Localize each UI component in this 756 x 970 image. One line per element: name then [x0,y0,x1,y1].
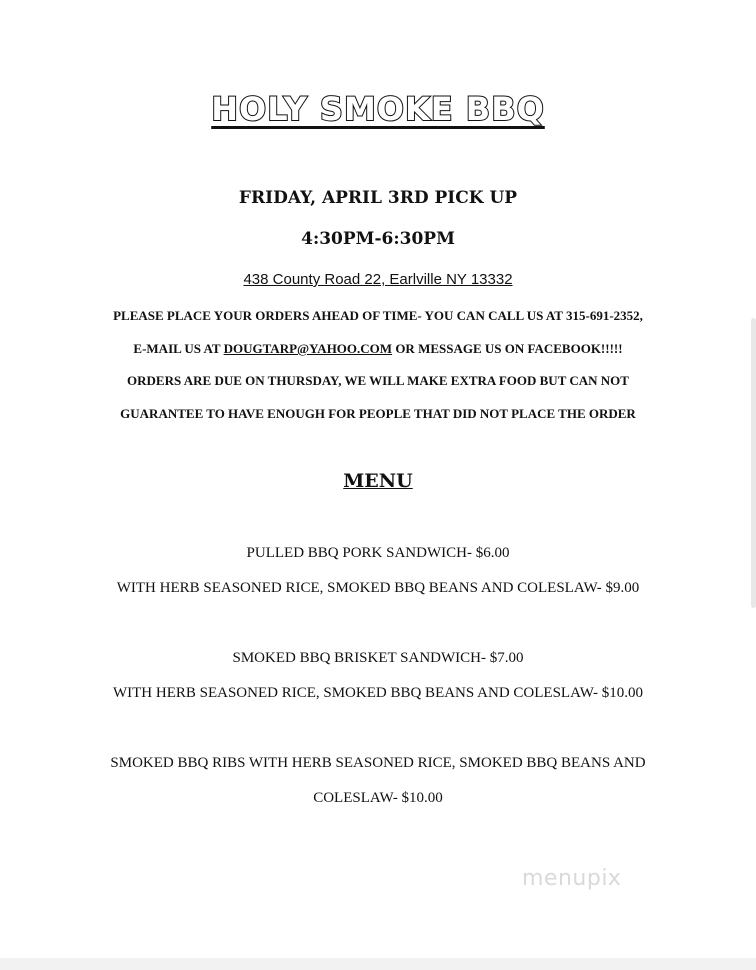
menu-item-pork: PULLED BBQ PORK SANDWICH- $6.00 [246,545,510,561]
notice-line-2-suffix: OR MESSAGE US ON FACEBOOK!!!!! [392,341,623,356]
pickup-date: FRIDAY, APRIL 3RD PICK UP [238,188,518,208]
bottom-edge [0,958,756,970]
menu-item-brisket-combo: WITH HERB SEASONED RICE, SMOKED BBQ BEANS AND COLESLAW- $10.00 [112,685,644,701]
notice-line-2 [0,341,756,357]
menu-item-ribs-line-1: SMOKED BBQ RIBS WITH HERB SEASONED RICE, SMOKED BBQ BEANS AND [110,755,646,771]
notice-line-2-prefix: E-MAIL US AT [133,341,224,356]
watermark-logo: menupix [522,866,622,891]
address: 438 County Road 22, Earlville NY 13332 [243,271,513,288]
notice-line-1: PLEASE PLACE YOUR ORDERS AHEAD OF TIME- YOU CAN CALL US AT 315-691-2352, [113,308,643,323]
email-link[interactable]: DOUGTARP@YAHOO.COM [223,341,393,356]
menu-item-ribs-line-2: COLESLAW- $10.00 [313,790,443,806]
menu-heading: MENU [343,470,413,492]
notice-line-3: ORDERS ARE DUE ON THURSDAY, WE WILL MAKE EXTRA FOOD BUT CAN NOT [127,373,629,388]
pickup-time: 4:30PM-6:30PM [301,229,455,249]
page-title: HOLY SMOKE BBQ [211,90,545,128]
menu-item-brisket: SMOKED BBQ BRISKET SANDWICH- $7.00 [232,650,524,666]
menu-item-pork-combo: WITH HERB SEASONED RICE, SMOKED BBQ BEANS AND COLESLAW- $9.00 [116,580,640,596]
scrollbar[interactable] [751,318,756,608]
notice-line-4: GUARANTEE TO HAVE ENOUGH FOR PEOPLE THAT DID NOT PLACE THE ORDER [120,406,636,421]
